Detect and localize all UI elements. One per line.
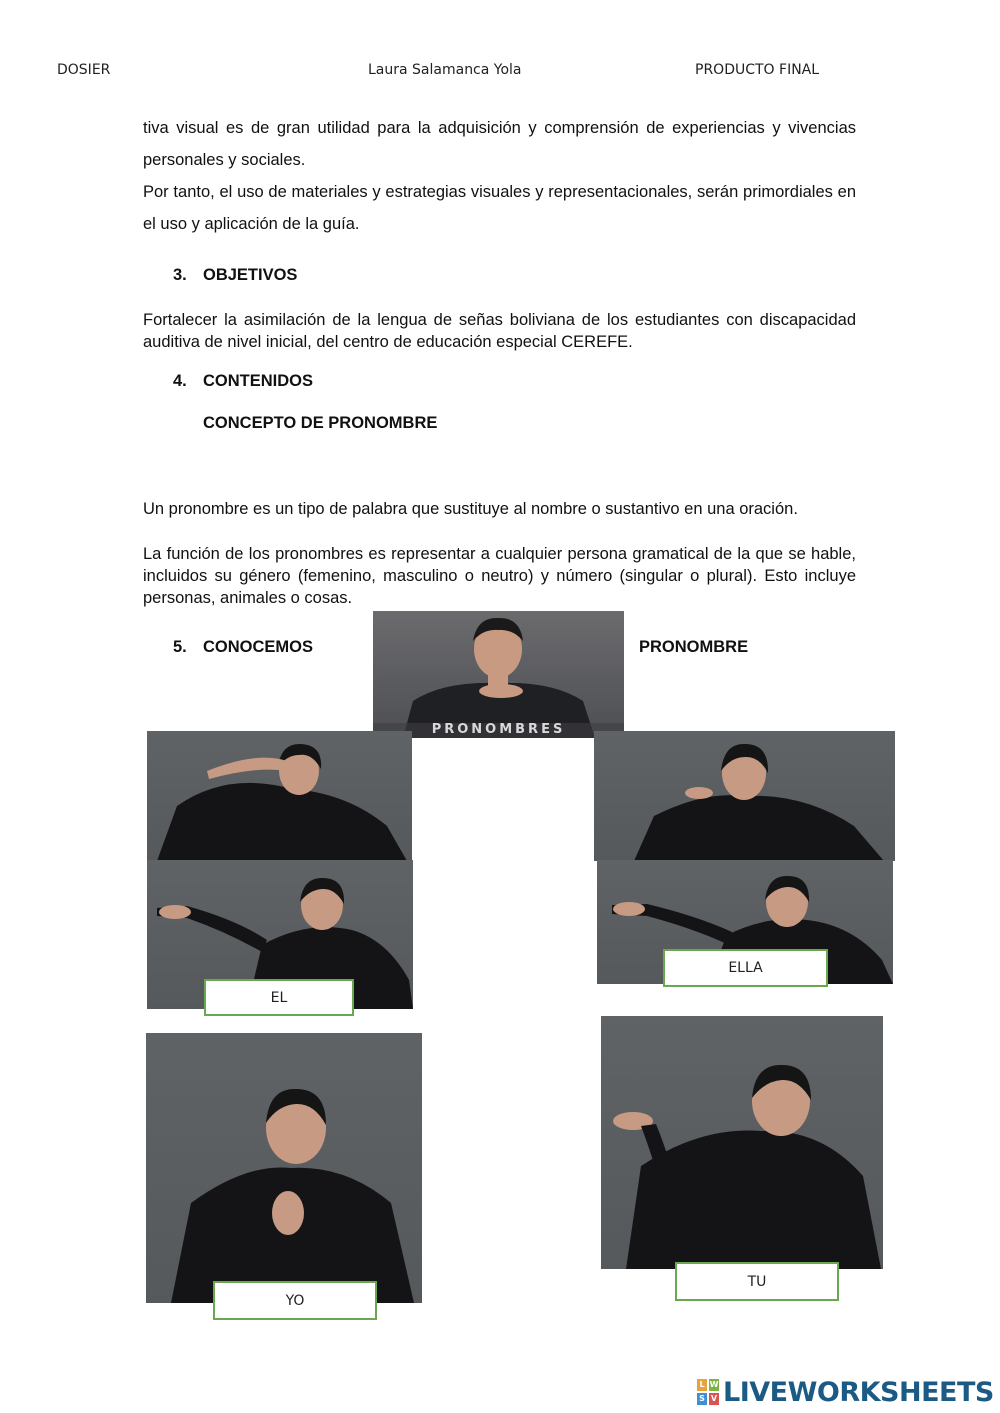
liveworksheets-brand: LIVEWORKSHEETS <box>723 1376 994 1408</box>
yo-sign-photo <box>146 1033 422 1303</box>
pronombres-banner-photo <box>373 611 624 738</box>
liveworksheets-mark-icon: L W S V <box>697 1378 721 1406</box>
header-left: DOSIER <box>57 62 111 78</box>
el-label: EL <box>204 979 354 1016</box>
yo-label: YO <box>213 1281 377 1320</box>
section-3-number: 3. <box>173 266 187 284</box>
section-3-title: OBJETIVOS <box>203 266 298 284</box>
objectives-text: Fortalecer la asimilación de la lengua de señas boliviana de los estudiantes con discapacidad auditiva de nivel inicial, del centro de educación especial CEREFE. <box>143 311 856 351</box>
intro-paragraph-2: Por tanto, el uso de materiales y estrategias visuales y representacionales, serán primordiales en el uso y aplicación de la guía. <box>143 183 856 233</box>
tu-label: TU <box>675 1262 839 1301</box>
section-4-number: 4. <box>173 372 187 390</box>
banner-caption: PRONOMBRES <box>431 722 566 737</box>
el-sign-photo-1 <box>147 731 412 861</box>
intro-paragraph-1: tiva visual es de gran utilidad para la adquisición y comprensión de experiencias y vivencias personales y sociales. <box>143 119 856 169</box>
pronoun-function: La función de los pronombres es representar a cualquier persona gramatical de la que se hable, incluidos su género (femenino, masculino o neutro) y número (singular o plural). Esto incluye personas, animales o cosas. <box>143 545 856 607</box>
pronoun-definition: Un pronombre es un tipo de palabra que sustituye al nombre o sustantivo en una oración. <box>143 500 798 518</box>
section-4-subtitle: CONCEPTO DE PRONOMBRE <box>203 414 438 432</box>
ella-sign-photo-1 <box>594 731 895 861</box>
header-author: Laura Salamanca Yola <box>368 62 522 78</box>
ella-label: ELLA <box>663 949 828 987</box>
liveworksheets-logo <box>697 1375 994 1409</box>
section-5-title-left: CONOCEMOS <box>203 638 314 656</box>
section-4-title: CONTENIDOS <box>203 372 314 390</box>
section-5-number: 5. <box>173 638 187 656</box>
header-right: PRODUCTO FINAL <box>695 62 820 78</box>
tu-sign-photo <box>601 1016 883 1269</box>
section-5-title-right: PRONOMBRE <box>639 638 749 656</box>
